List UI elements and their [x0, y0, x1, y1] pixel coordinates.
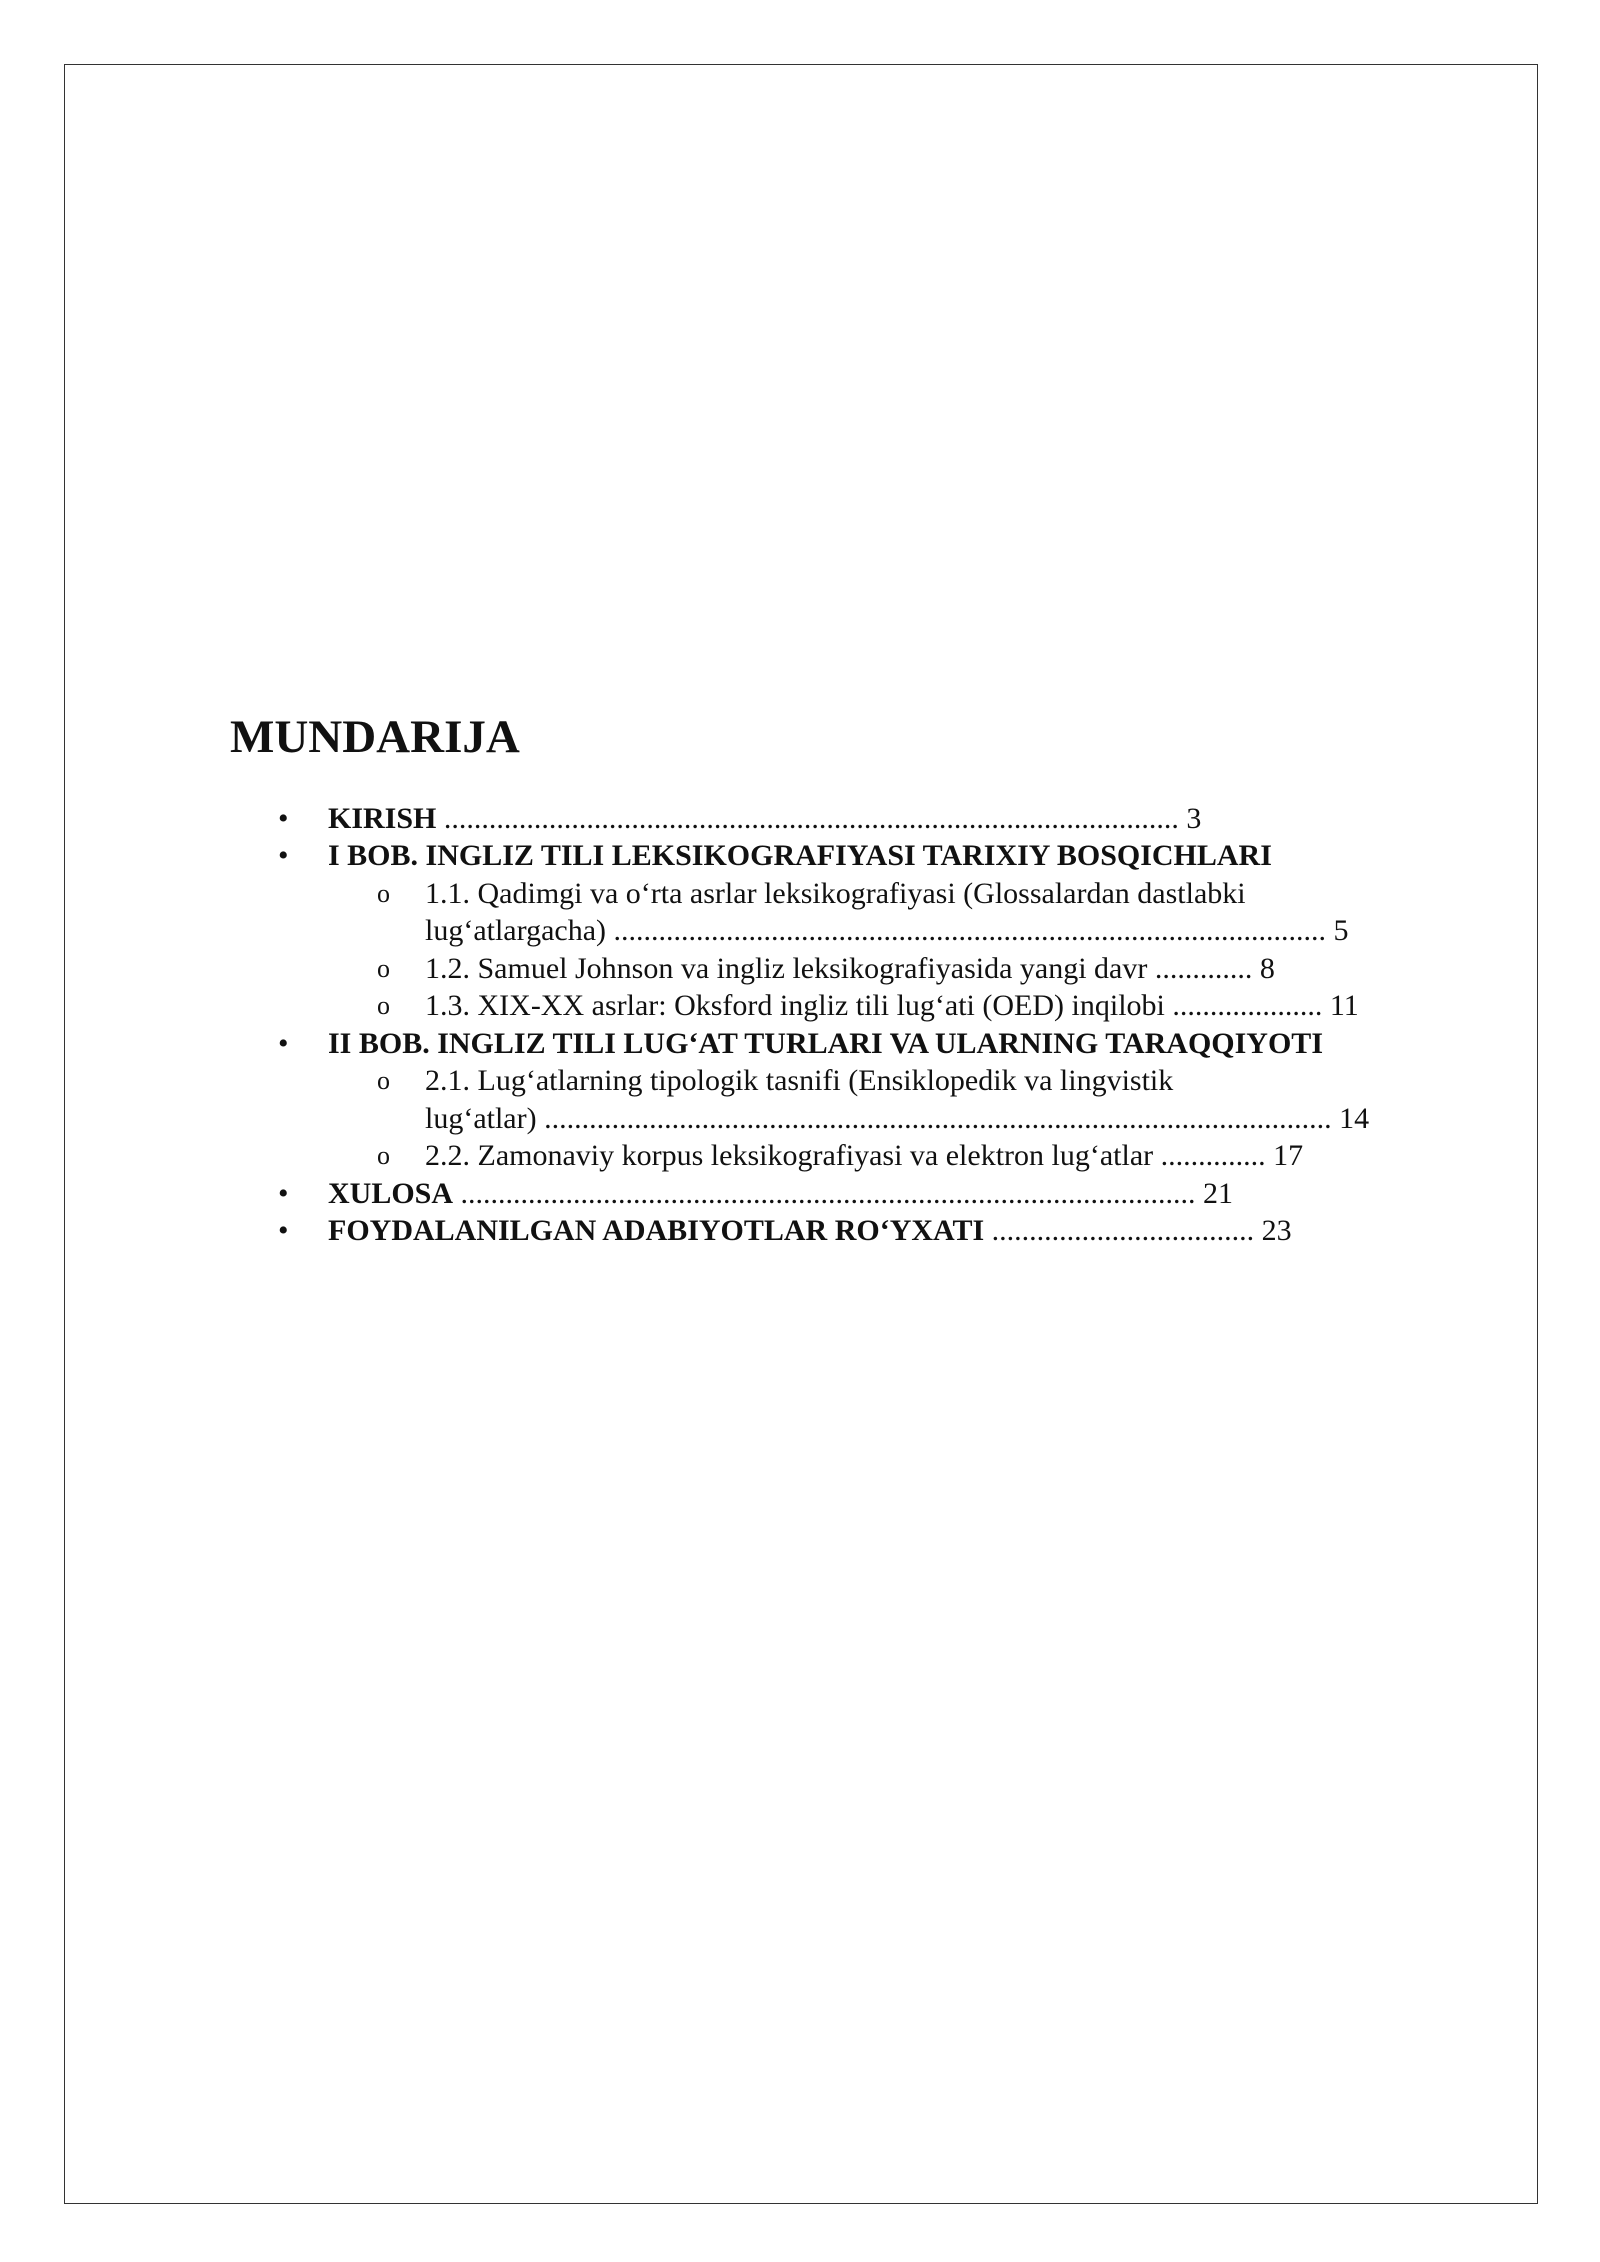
- toc-page-number: 8: [1252, 951, 1275, 985]
- toc-item-label: 1.1. Qadimgi va o‘rta asrlar leksikografiyasi (Glossalardan dastlabki: [425, 876, 1246, 910]
- toc-item-label: 1.2. Samuel Johnson va ingliz leksikografiyasida yangi davr: [425, 951, 1148, 985]
- toc-leader-dots: ...............................................................................................: [606, 914, 1327, 948]
- toc-page-number: 21: [1195, 1176, 1234, 1210]
- toc-item-2-2[interactable]: [230, 1137, 1430, 1175]
- toc-item-label: 2.1. Lug‘atlarning tipologik tasnifi (Ensiklopedik va lingvistik: [425, 1064, 1174, 1098]
- table-of-contents: [230, 712, 1430, 1250]
- toc-leader-dots: ..................................................................................................: [453, 1176, 1196, 1210]
- toc-item-chapter-1[interactable]: [230, 837, 1430, 875]
- bullet-icon: •: [278, 1026, 289, 1060]
- toc-page-number: 3: [1178, 801, 1202, 835]
- toc-item-references[interactable]: [230, 1212, 1430, 1250]
- toc-item-2-1[interactable]: [230, 1062, 1430, 1137]
- toc-item-label: XULOSA: [328, 1176, 454, 1210]
- toc-item-label: 2.2. Zamonaviy korpus leksikografiyasi va elektron lug‘atlar: [425, 1139, 1154, 1173]
- circle-bullet-icon: o: [377, 1141, 390, 1171]
- toc-item-label-continued: lug‘atlargacha): [425, 914, 607, 948]
- toc-title: MUNDARIJA: [230, 711, 520, 763]
- bullet-icon: •: [278, 801, 289, 835]
- toc-item-1-1[interactable]: [230, 875, 1430, 950]
- toc-item-label: FOYDALANILGAN ADABIYOTLAR RO‘YXATI: [328, 1214, 985, 1248]
- toc-leader-dots: ...................................: [984, 1214, 1255, 1248]
- toc-item-kirish[interactable]: [230, 800, 1430, 838]
- toc-page-number: 11: [1322, 989, 1359, 1023]
- toc-page-number: 5: [1326, 914, 1349, 948]
- toc-leader-dots: ....................: [1164, 989, 1323, 1023]
- circle-bullet-icon: o: [377, 878, 390, 908]
- toc-item-xulosa[interactable]: [230, 1175, 1430, 1213]
- toc-leader-dots: ..................................................................................................: [436, 801, 1179, 835]
- toc-item-1-3[interactable]: [230, 987, 1430, 1025]
- toc-page-number: 23: [1254, 1214, 1292, 1248]
- toc-page-number: 17: [1265, 1139, 1304, 1173]
- toc-item-label: 1.3. XIX-XX asrlar: Oksford ingliz tili lug‘ati (OED) inqilobi: [425, 989, 1165, 1023]
- bullet-icon: •: [278, 1214, 289, 1248]
- toc-list: [230, 800, 1430, 1250]
- toc-item-1-2[interactable]: [230, 950, 1430, 988]
- circle-bullet-icon: o: [377, 1066, 390, 1096]
- toc-leader-dots: .............: [1147, 951, 1253, 985]
- circle-bullet-icon: o: [377, 991, 390, 1021]
- toc-item-label: I BOB. INGLIZ TILI LEKSIKOGRAFIYASI TARIXIY BOSQICHLARI: [328, 839, 1272, 873]
- toc-item-label: KIRISH: [328, 801, 437, 835]
- toc-item-label: II BOB. INGLIZ TILI LUG‘AT TURLARI VA ULARNING TARAQQIYOTI: [328, 1026, 1323, 1060]
- bullet-icon: •: [278, 1176, 289, 1210]
- toc-leader-dots: ..............: [1153, 1139, 1266, 1173]
- toc-page-number: 14: [1331, 1101, 1370, 1135]
- bullet-icon: •: [278, 839, 289, 873]
- circle-bullet-icon: o: [377, 953, 390, 983]
- toc-leader-dots: .........................................................................................................: [536, 1101, 1332, 1135]
- toc-item-label-continued: lug‘atlar): [425, 1101, 537, 1135]
- toc-item-chapter-2[interactable]: [230, 1025, 1430, 1063]
